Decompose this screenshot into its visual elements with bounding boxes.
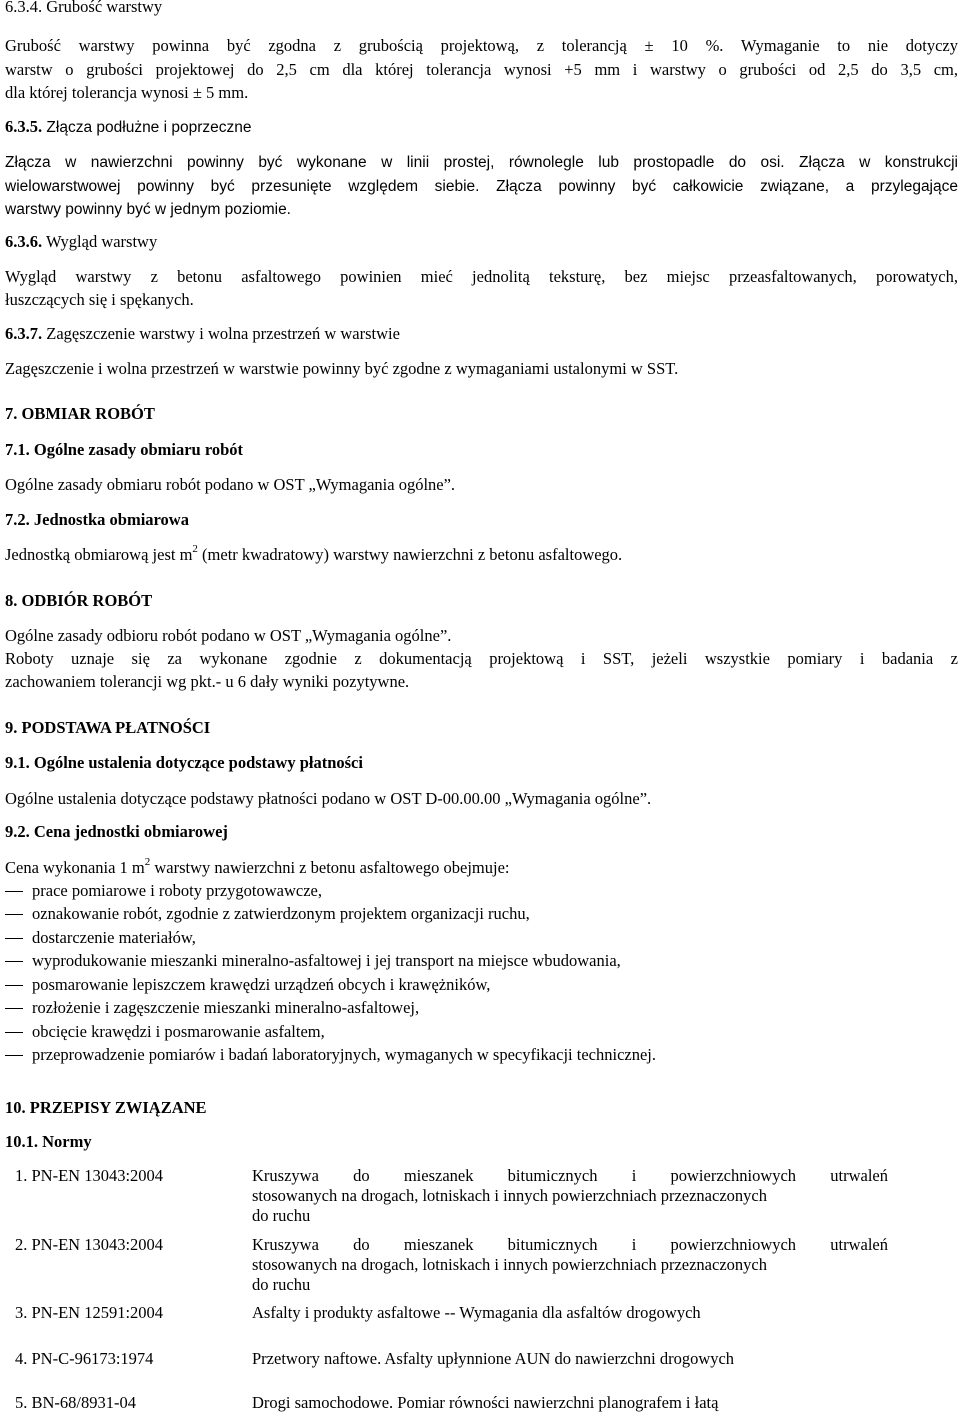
paragraph-line: Grubość warstwy powinna być zgodna z grubością projektową, z tolerancją ± 10 %. Wymaganie to nie dotyczy bbox=[5, 36, 958, 55]
reference-title bbox=[252, 1235, 888, 1295]
reference-title-line: Przetwory naftowe. Asfalty upłynnione AUN do nawierzchni drogowych bbox=[252, 1349, 735, 1368]
paragraph-line: warstwy powinny być w jednym poziomie. bbox=[5, 201, 291, 218]
section-heading-9-1: 9.1. Ogólne ustalenia dotyczące podstawy płatności bbox=[5, 753, 363, 772]
dash-bullet-icon bbox=[5, 914, 23, 915]
reference-number: 1. PN-EN 13043:2004 bbox=[15, 1166, 164, 1185]
list-item: przeprowadzenie pomiarów i badań laboratoryjnych, wymaganych w specyfikacji technicznej. bbox=[32, 1045, 656, 1064]
paragraph-line: zachowaniem tolerancji wg pkt.- u 6 dały wyniki pozytywne. bbox=[5, 672, 410, 691]
list-item: dostarczenie materiałów, bbox=[32, 928, 196, 947]
paragraph-line: dla której tolerancja wynosi ± 5 mm. bbox=[5, 83, 249, 102]
paragraph-line: Ogólne ustalenia dotyczące podstawy płatności podano w OST D-00.00.00 „Wymagania ogólne”. bbox=[5, 789, 652, 808]
reference-number: 3. PN-EN 12591:2004 bbox=[15, 1303, 164, 1322]
dash-bullet-icon bbox=[5, 891, 23, 892]
reference-number: 5. BN-68/8931-04 bbox=[15, 1393, 136, 1412]
reference-number: 4. PN-C-96173:1974 bbox=[15, 1349, 154, 1368]
reference-title-line: Kruszywa do mieszanek bitumicznych i powierzchniowych utrwaleń bbox=[252, 1166, 888, 1185]
paragraph-line: Złącza w nawierzchni powinny być wykonane w linii prostej, równolegle lub prostopadle do osi. Złącza w konstrukcji bbox=[5, 154, 958, 171]
paragraph-line: warstw o grubości projektowej do 2,5 cm dla której tolerancja wynosi +5 mm i warstwy o grubości od 2,5 do 3,5 cm, bbox=[5, 60, 958, 79]
chapter-heading-7: 7. OBMIAR ROBÓT bbox=[5, 404, 155, 423]
section-heading-6-3-6 bbox=[5, 232, 157, 252]
superscript: 2 bbox=[192, 542, 198, 555]
reference-title-line: stosowanych na drogach, lotniskach i innych powierzchniach przeznaczonych bbox=[252, 1255, 767, 1274]
reference-title-line: do ruchu bbox=[252, 1275, 311, 1294]
dash-bullet-icon bbox=[5, 1008, 23, 1009]
paragraph-line: Ogólne zasady obmiaru robót podano w OST „Wymagania ogólne”. bbox=[5, 475, 456, 494]
list-item: wyprodukowanie mieszanki mineralno-asfaltowej i jej transport na miejsce wbudowania, bbox=[32, 951, 621, 970]
section-title: Wygląd warstwy bbox=[42, 232, 158, 251]
paragraph-line bbox=[5, 542, 623, 565]
dash-bullet-icon bbox=[5, 938, 23, 939]
chapter-heading-10: 10. PRZEPISY ZWIĄZANE bbox=[5, 1098, 207, 1117]
reference-title bbox=[252, 1393, 888, 1413]
section-number: 6.3.5. bbox=[5, 117, 43, 136]
section-title: Zagęszczenie warstwy i wolna przestrzeń w warstwie bbox=[42, 324, 400, 343]
paragraph-line: Zagęszczenie i wolna przestrzeń w warstwie powinny być zgodne z wymaganiami ustalonymi w SST. bbox=[5, 359, 679, 378]
reference-number: 2. PN-EN 13043:2004 bbox=[15, 1235, 164, 1254]
dash-bullet-icon bbox=[5, 961, 23, 962]
paragraph-line bbox=[5, 855, 510, 878]
reference-title bbox=[252, 1303, 888, 1323]
chapter-heading-8: 8. ODBIÓR ROBÓT bbox=[5, 591, 153, 610]
section-heading-7-2: 7.2. Jednostka obmiarowa bbox=[5, 510, 189, 529]
paragraph-line: Roboty uznaje się za wykonane zgodnie z dokumentacją projektową i SST, jeżeli wszystkie pomiary i badania z bbox=[5, 649, 958, 668]
section-heading-7-1: 7.1. Ogólne zasady obmiaru robót bbox=[5, 440, 244, 459]
reference-title bbox=[252, 1166, 888, 1226]
reference-title-line: Asfalty i produkty asfaltowe -- Wymagania dla asfaltów drogowych bbox=[252, 1303, 701, 1322]
list-item: prace pomiarowe i roboty przygotowawcze, bbox=[32, 881, 323, 900]
section-heading-6-3-4: 6.3.4. Grubość warstwy bbox=[5, 0, 163, 16]
paragraph-line: wielowarstwowej powinny być przesunięte względem siebie. Złącza powinny być całkowicie związane, a przylegające bbox=[5, 178, 958, 195]
dash-bullet-icon bbox=[5, 1055, 23, 1056]
section-heading-9-2: 9.2. Cena jednostki obmiarowej bbox=[5, 822, 228, 841]
reference-title bbox=[252, 1349, 888, 1369]
section-number: 6.3.6. bbox=[5, 232, 43, 251]
text-run: Jednostką obmiarową jest m bbox=[5, 545, 193, 564]
reference-title-line: Drogi samochodowe. Pomiar równości nawierzchni planografem i łatą bbox=[252, 1393, 719, 1412]
superscript: 2 bbox=[144, 855, 151, 868]
reference-title-line: stosowanych na drogach, lotniskach i innych powierzchniach przeznaczonych bbox=[252, 1186, 767, 1205]
reference-title-line: Kruszywa do mieszanek bitumicznych i powierzchniowych utrwaleń bbox=[252, 1235, 888, 1254]
section-number: 6.3.7. bbox=[5, 324, 43, 343]
text-run: (metr kwadratowy) warstwy nawierzchni z betonu asfaltowego. bbox=[197, 545, 623, 564]
list-item: posmarowanie lepiszczem krawędzi urządzeń obcych i krawężników, bbox=[32, 975, 491, 994]
section-heading-6-3-7 bbox=[5, 324, 400, 344]
list-item: obcięcie krawędzi i posmarowanie asfaltem, bbox=[32, 1022, 325, 1041]
list-item: oznakowanie robót, zgodnie z zatwierdzonym projektem organizacji ruchu, bbox=[32, 904, 530, 923]
dash-bullet-icon bbox=[5, 985, 23, 986]
paragraph-line: Wygląd warstwy z betonu asfaltowego powinien mieć jednolitą teksturę, bez miejsc przeasfaltowanych, porowatych, bbox=[5, 267, 958, 286]
paragraph-line: łuszczących się i spękanych. bbox=[5, 290, 194, 309]
text-run: Cena wykonania 1 m bbox=[5, 858, 145, 877]
paragraph-line: Ogólne zasady odbioru robót podano w OST „Wymagania ogólne”. bbox=[5, 626, 452, 645]
reference-title-line: do ruchu bbox=[252, 1206, 311, 1225]
chapter-heading-9: 9. PODSTAWA PŁATNOŚCI bbox=[5, 718, 211, 737]
section-title: Złącza podłużne i poprzeczne bbox=[42, 119, 252, 136]
section-heading-6-3-5 bbox=[5, 117, 252, 138]
list-item: rozłożenie i zagęszczenie mieszanki mineralno-asfaltowej, bbox=[32, 998, 420, 1017]
dash-bullet-icon bbox=[5, 1032, 23, 1033]
text-run: warstwy nawierzchni z betonu asfaltowego obejmuje: bbox=[150, 858, 510, 877]
section-heading-10-1: 10.1. Normy bbox=[5, 1132, 92, 1151]
